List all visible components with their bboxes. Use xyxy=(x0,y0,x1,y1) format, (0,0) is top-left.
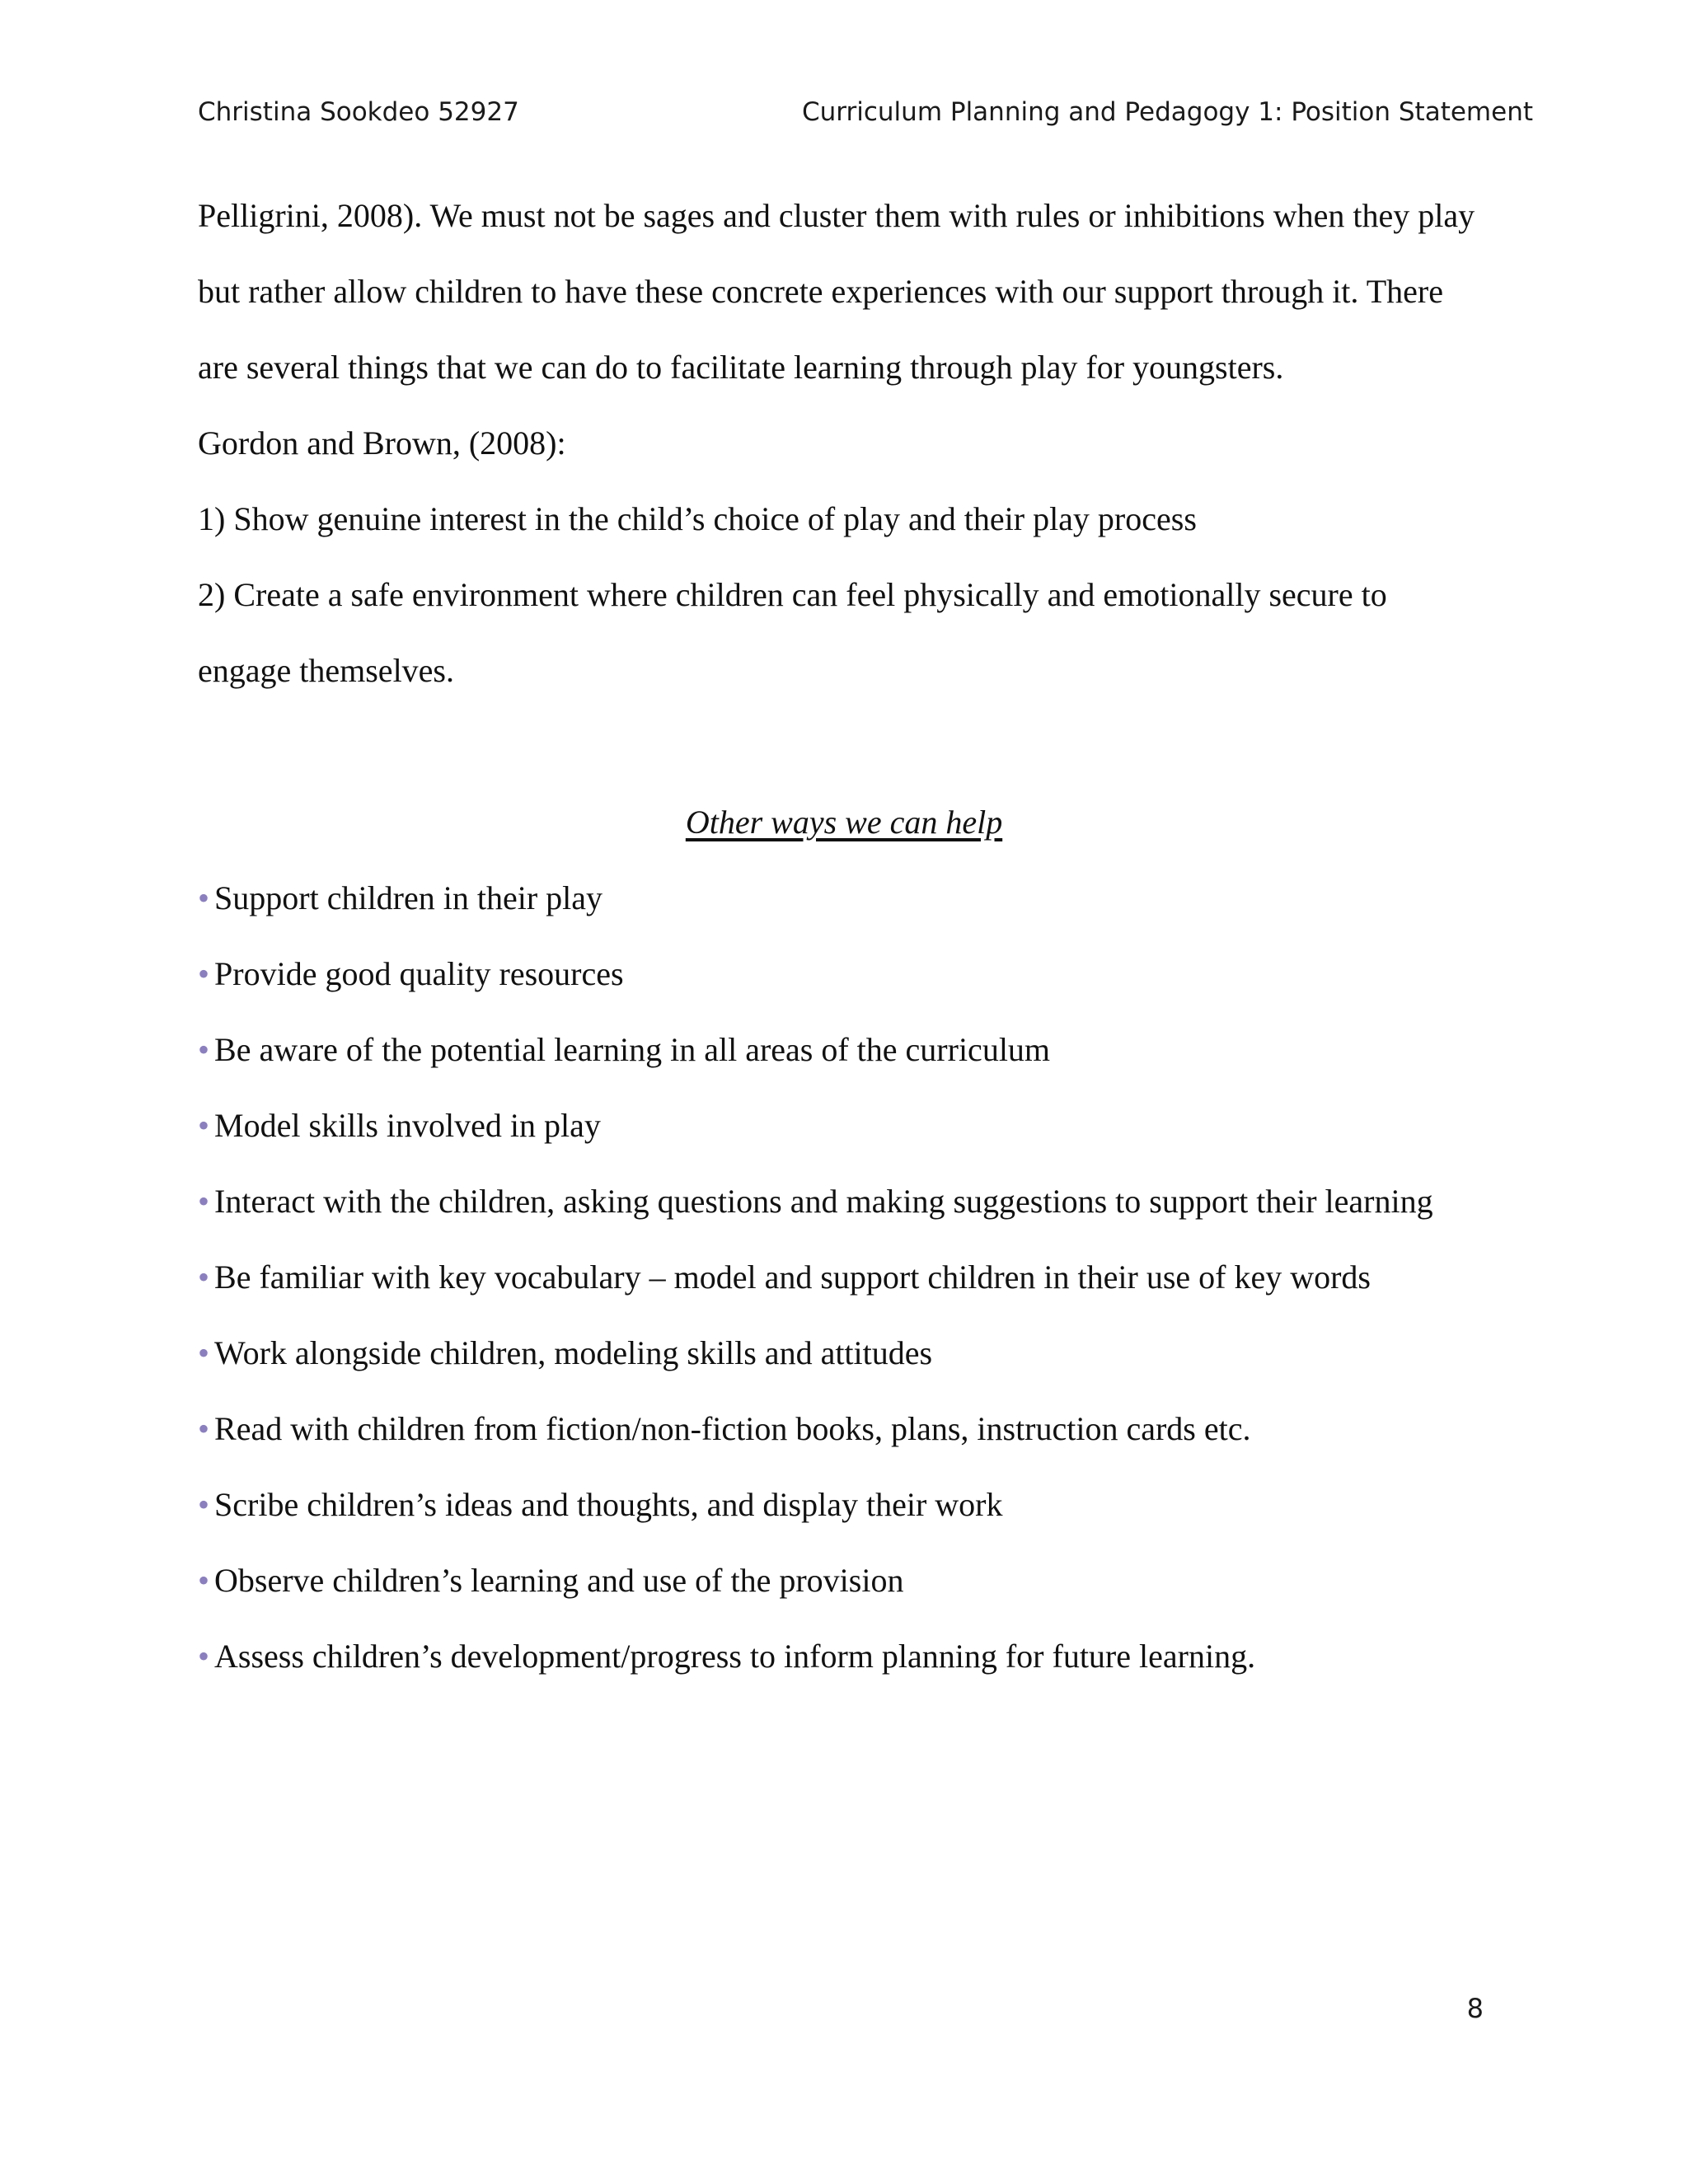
paragraph-line: are several things that we can do to facilitate learning through play for youngsters. xyxy=(198,349,1284,386)
bullet-icon: • xyxy=(198,879,210,916)
bullet-item xyxy=(198,1088,1517,1164)
bullet-icon: • xyxy=(198,1031,210,1068)
bullet-icon: • xyxy=(198,1486,210,1523)
bullet-icon: • xyxy=(198,1183,210,1220)
bullet-text: Work alongside children, modeling skills and attitudes xyxy=(214,1334,933,1371)
bullet-text: Interact with the children, asking questions and making suggestions to support their learning xyxy=(214,1183,1433,1220)
bullet-icon: • xyxy=(198,1258,210,1296)
citation-line: Gordon and Brown, (2008): xyxy=(198,424,566,462)
bullet-list xyxy=(198,860,1517,1694)
bullet-icon: • xyxy=(198,955,210,992)
bullet-text: Observe children’s learning and use of the provision xyxy=(214,1562,904,1599)
numbered-item-continuation: engage themselves. xyxy=(198,652,454,689)
bullet-text: Scribe children’s ideas and thoughts, and display their work xyxy=(214,1486,1003,1523)
bullet-item xyxy=(198,1543,1517,1619)
bullet-icon: • xyxy=(198,1562,210,1599)
bullet-text: Support children in their play xyxy=(214,879,603,916)
bullet-item xyxy=(198,1012,1517,1088)
page-number: 8 xyxy=(1466,1993,1484,2024)
bullet-text: Be familiar with key vocabulary – model and support children in their use of key words xyxy=(214,1258,1371,1296)
bullet-text: Be aware of the potential learning in all areas of the curriculum xyxy=(214,1031,1051,1068)
bullet-item xyxy=(198,1240,1517,1315)
bullet-text: Read with children from fiction/non-fiction books, plans, instruction cards etc. xyxy=(214,1410,1251,1447)
body-paragraph xyxy=(198,178,1517,709)
bullet-icon: • xyxy=(198,1410,210,1447)
header-author: Christina Sookdeo 52927 xyxy=(198,97,519,127)
bullet-icon: • xyxy=(198,1638,210,1675)
page-header xyxy=(198,97,1533,138)
bullet-text: Provide good quality resources xyxy=(214,955,624,992)
bullet-icon: • xyxy=(198,1334,210,1371)
bullet-item xyxy=(198,1467,1517,1543)
bullet-item xyxy=(198,936,1517,1012)
bullet-item xyxy=(198,1315,1517,1391)
paragraph-line: Pelligrini, 2008). We must not be sages and cluster them with rules or inhibitions when they play xyxy=(198,197,1475,234)
header-course-title: Curriculum Planning and Pedagogy 1: Position Statement xyxy=(802,97,1533,127)
bullet-item xyxy=(198,1164,1517,1240)
bullet-item xyxy=(198,1391,1517,1467)
bullet-item xyxy=(198,1619,1517,1694)
bullet-text: Assess children’s development/progress to inform planning for future learning. xyxy=(214,1638,1256,1675)
section-subheading: Other ways we can help xyxy=(685,804,1003,841)
bullet-item xyxy=(198,860,1517,936)
bullet-text: Model skills involved in play xyxy=(214,1107,601,1144)
paragraph-line: but rather allow children to have these concrete experiences with our support through it. There xyxy=(198,273,1443,310)
bullet-icon: • xyxy=(198,1107,210,1144)
numbered-item: 2) Create a safe environment where children can feel physically and emotionally secure to xyxy=(198,576,1387,613)
numbered-item: 1) Show genuine interest in the child’s choice of play and their play process xyxy=(198,500,1197,537)
